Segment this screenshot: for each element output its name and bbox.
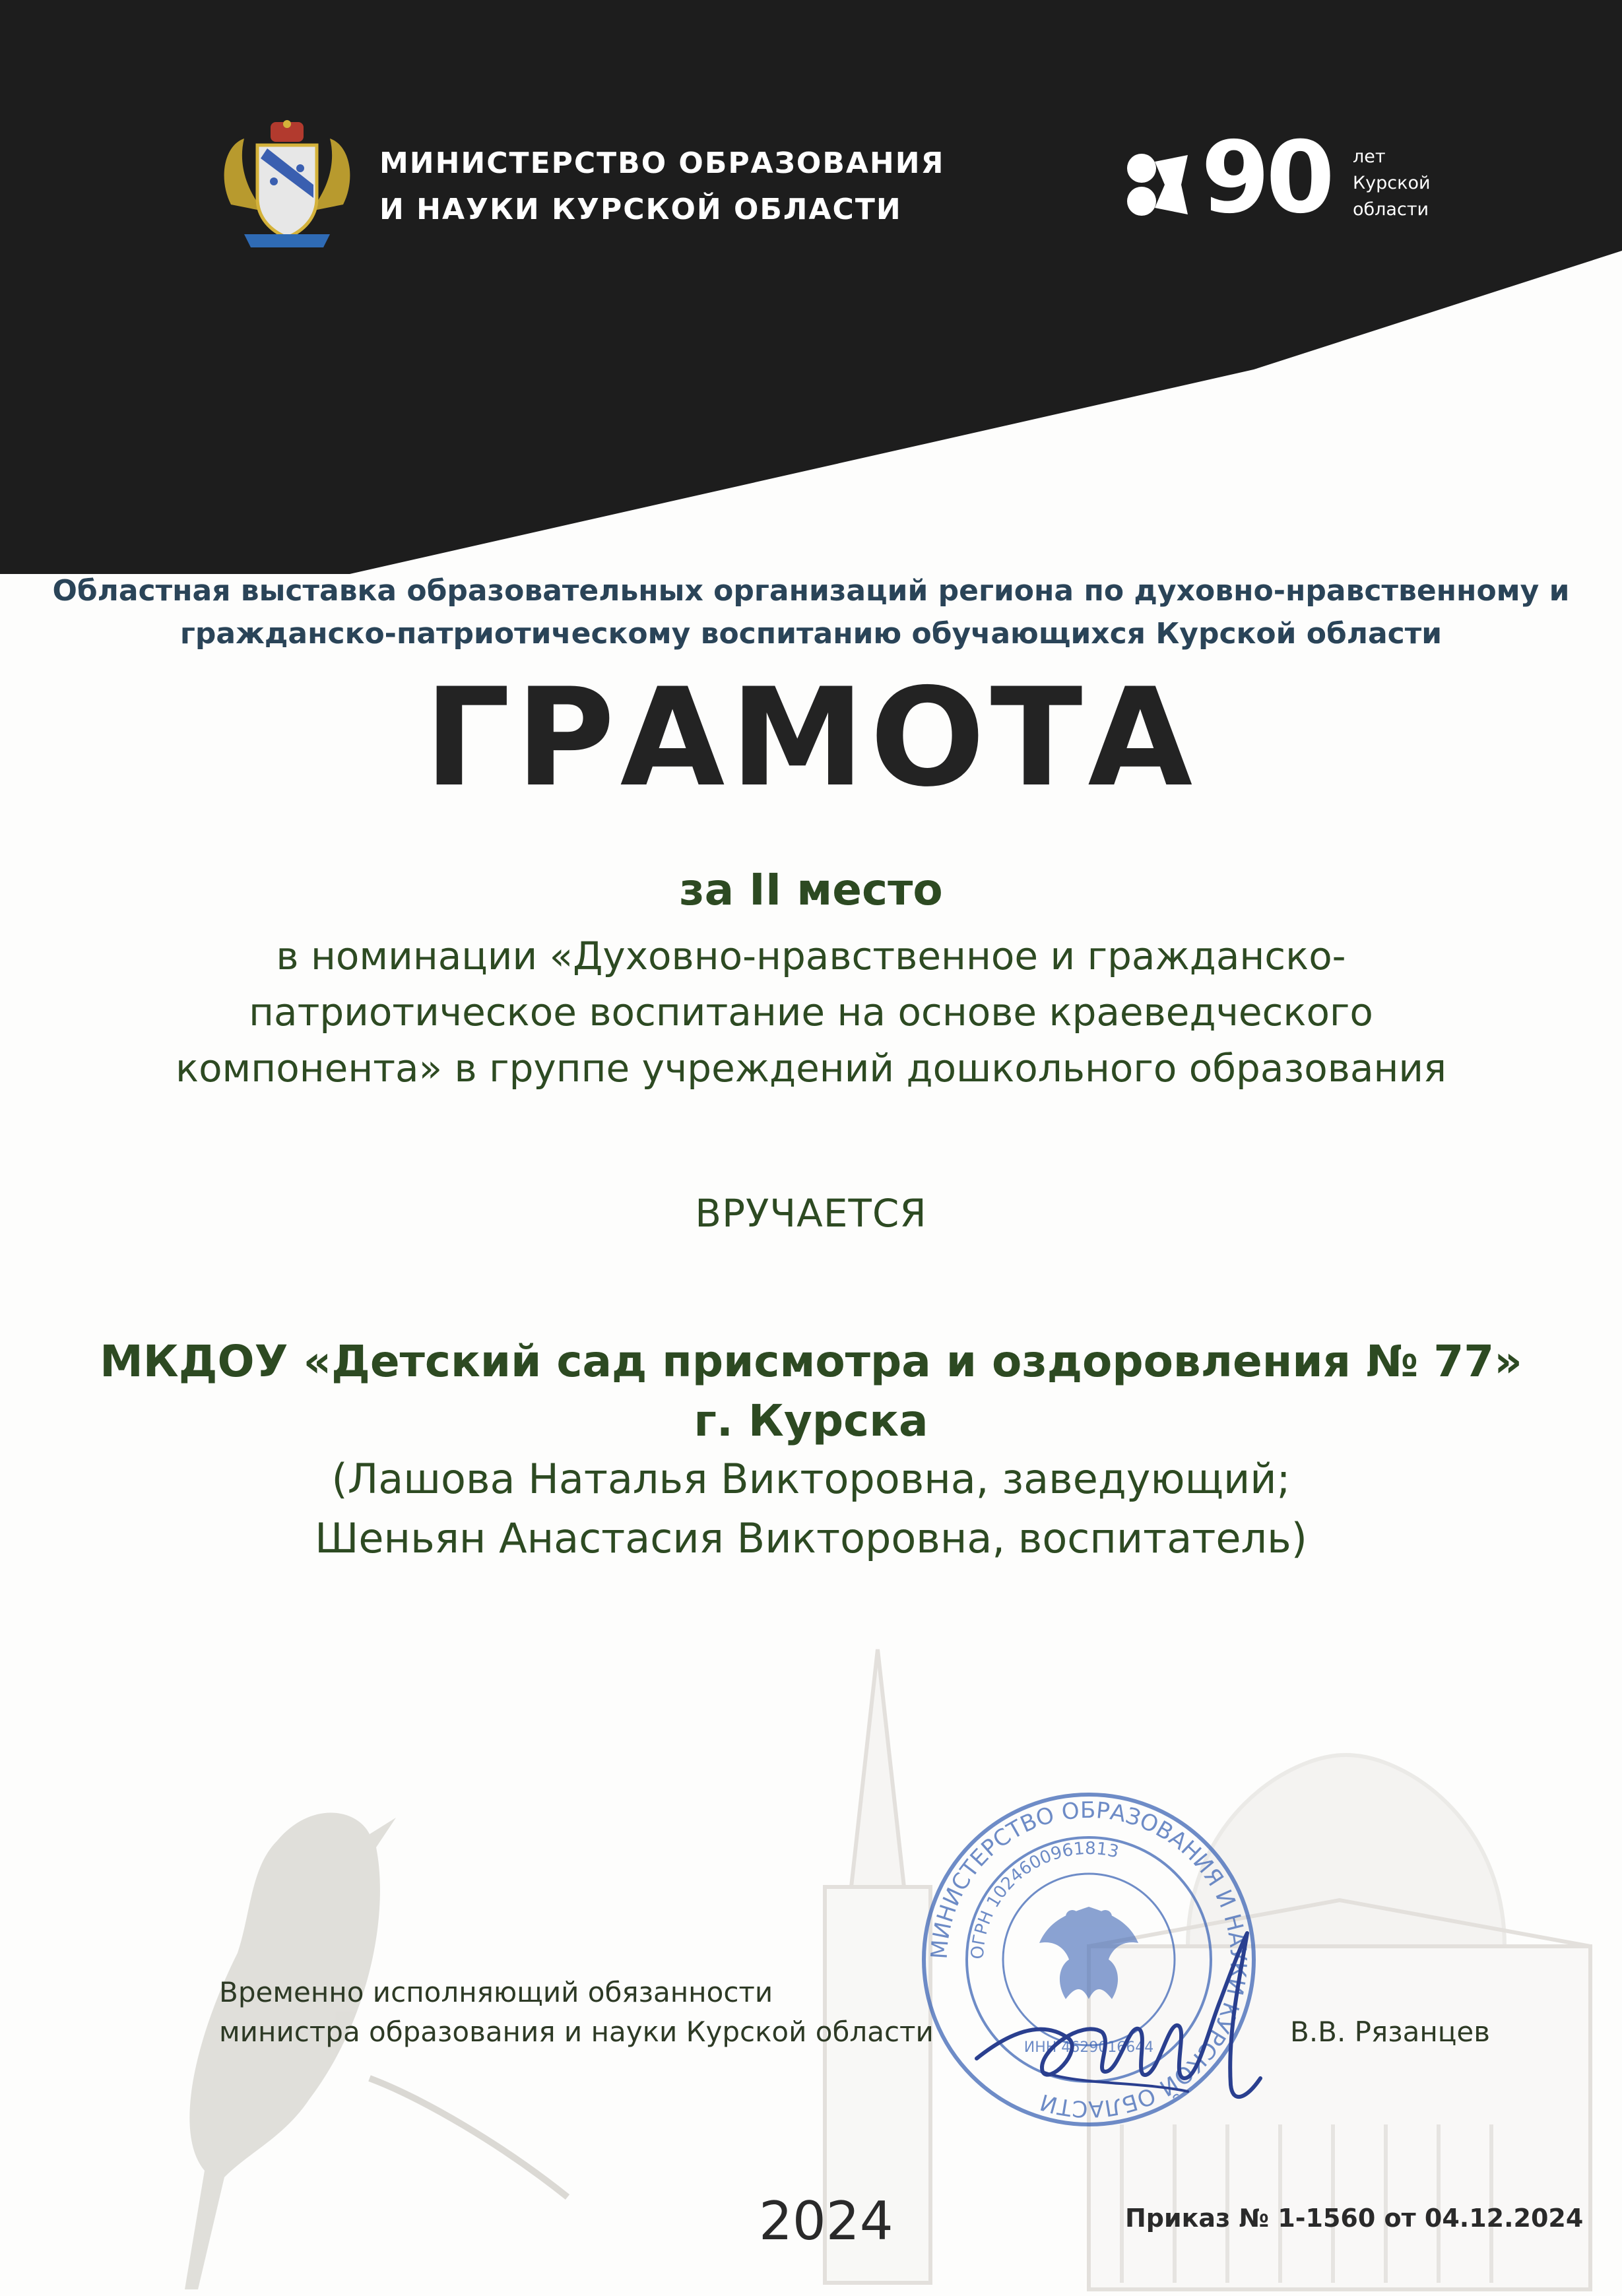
award-place: за II место — [679, 864, 943, 915]
coat-of-arms-icon — [218, 119, 356, 251]
signer-name: В.В. Рязанцев — [1290, 2016, 1490, 2048]
recipient-organization: МКДОУ «Детский сад присмотра и оздоровления № 77» — [100, 1336, 1522, 1387]
nomination-line3: компонента» в группе учреждений дошкольного образования — [176, 1046, 1446, 1091]
document-title: ГРАМОТА — [424, 660, 1198, 817]
stamp-outer-text: МИНИСТЕРСТВО ОБРАЗОВАНИЯ И НАУКИ КУРСКОЙ ОБЛАСТИ — [926, 1797, 1252, 2122]
signer-position-line1: Временно исполняющий обязанности — [219, 1976, 773, 2008]
anniversary-label-line2: Курской — [1353, 173, 1431, 193]
stamp-ogrn-text: ОГРН 1024600961813 — [967, 1838, 1121, 1960]
exhibition-title-line1: Областная выставка образовательных организаций региона по духовно-нравственному и — [52, 574, 1570, 608]
nomination-line1: в номинации «Духовно-нравственное и гражданско- — [276, 934, 1346, 978]
background-illustration — [0, 1570, 1622, 2296]
awarded-label: ВРУЧАЕТСЯ — [695, 1191, 927, 1236]
issue-year: 2024 — [759, 2190, 893, 2252]
ministry-name-line2: И НАУКИ КУРСКОЙ ОБЛАСТИ — [379, 193, 902, 226]
anniversary-number: 90 — [1201, 121, 1331, 236]
order-reference: Приказ № 1-1560 от 04.12.2024 — [1125, 2204, 1584, 2233]
recipient-person-2: Шеньян Анастасия Викторовна, воспитатель) — [315, 1514, 1307, 1562]
anniversary-label-line1: лет — [1353, 146, 1386, 167]
signer-position-line2: министра образования и науки Курской области — [219, 2016, 934, 2048]
anniversary-label-line3: области — [1353, 199, 1429, 220]
nightingale-logo-icon — [1122, 148, 1194, 221]
recipient-city: г. Курска — [694, 1395, 928, 1446]
recipient-person-1: (Лашова Наталья Викторовна, заведующий; — [331, 1455, 1291, 1503]
handwritten-signature — [970, 1920, 1280, 2118]
ministry-name-line1: МИНИСТЕРСТВО ОБРАЗОВАНИЯ — [379, 146, 945, 180]
exhibition-title-line2: гражданско-патриотическому воспитанию обучающихся Курской области — [179, 617, 1443, 651]
header-band — [0, 0, 1622, 574]
nomination-line2: патриотическое воспитание на основе краеведческого — [249, 990, 1373, 1035]
stamp-inn-text: ИНН 4629016644 — [1023, 2039, 1154, 2056]
